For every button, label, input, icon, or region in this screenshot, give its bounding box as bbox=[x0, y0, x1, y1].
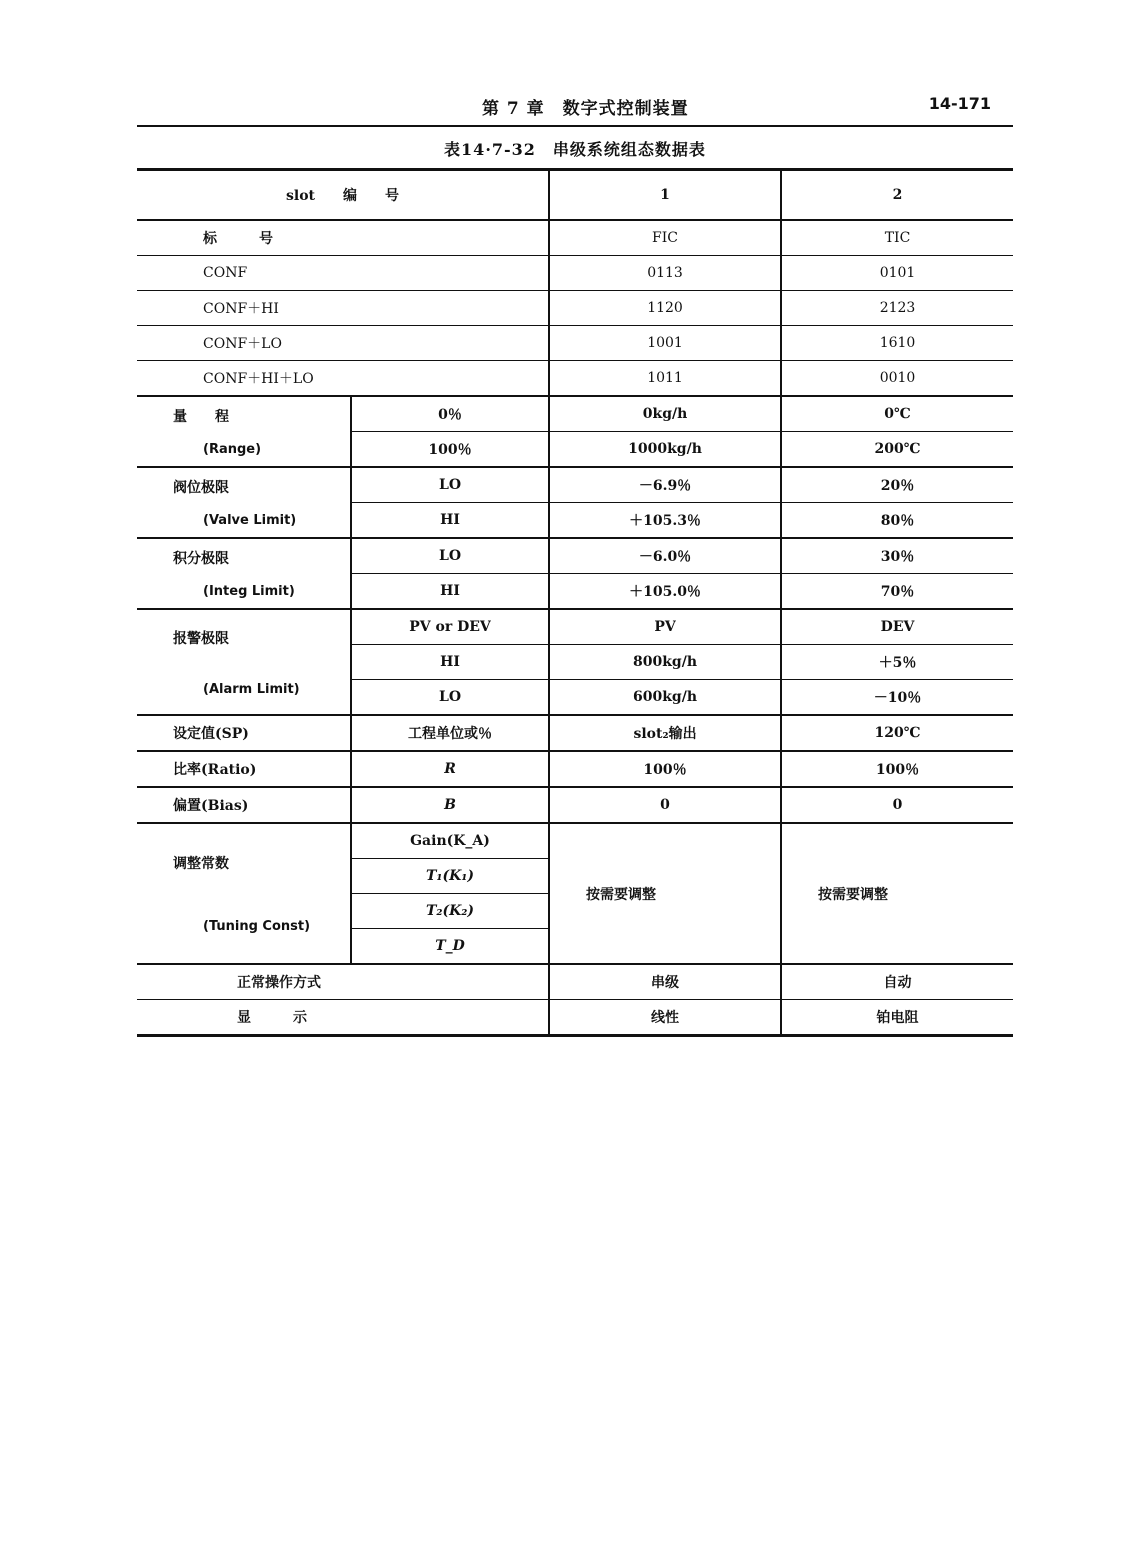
valve-limit-sub: HI bbox=[351, 503, 549, 539]
alarm-limit-1: 800kg/h bbox=[549, 645, 781, 680]
integ-limit-en: (Integ Limit) bbox=[203, 584, 295, 599]
slot-1: 1 bbox=[549, 170, 781, 221]
valve-limit-row bbox=[137, 467, 1013, 503]
range-label bbox=[137, 396, 351, 467]
valve-limit-1: －6.9％ bbox=[549, 467, 781, 503]
ratio-1: 100％ bbox=[549, 751, 781, 787]
setpoint-row bbox=[137, 715, 1013, 751]
integ-limit-row bbox=[137, 538, 1013, 574]
table-title: 表14·7-32 串级系统组态数据表 bbox=[444, 140, 706, 159]
tuning-sub: Gain(K_A) bbox=[351, 823, 549, 859]
range-en: (Range) bbox=[203, 442, 262, 457]
integ-limit-2: 70％ bbox=[781, 574, 1013, 610]
alarm-limit-2: ＋5％ bbox=[781, 645, 1013, 680]
slot-label: slot 编 号 bbox=[137, 170, 549, 221]
range-sub: 100％ bbox=[351, 432, 549, 468]
tuning-label bbox=[137, 823, 351, 964]
tag-1: FIC bbox=[549, 220, 781, 256]
valve-limit-zh: 阀位极限 bbox=[173, 480, 229, 496]
alarm-limit-2: DEV bbox=[781, 609, 1013, 645]
conf-row bbox=[137, 256, 1013, 291]
header-rule bbox=[137, 125, 1013, 127]
conf-2: 0010 bbox=[781, 361, 1013, 397]
integ-limit-sub: HI bbox=[351, 574, 549, 610]
range-2: 0℃ bbox=[781, 396, 1013, 432]
conf-1: 1001 bbox=[549, 326, 781, 361]
slot-row bbox=[137, 170, 1013, 221]
alarm-limit-1: PV bbox=[549, 609, 781, 645]
tag-label: 标 号 bbox=[137, 220, 549, 256]
conf-2: 2123 bbox=[781, 291, 1013, 326]
range-2: 200℃ bbox=[781, 432, 1013, 468]
bias-1: 0 bbox=[549, 787, 781, 823]
integ-limit-label bbox=[137, 538, 351, 609]
integ-limit-zh: 积分极限 bbox=[173, 551, 229, 567]
conf-label: CONF＋HI＋LO bbox=[137, 361, 549, 397]
conf-2: 0101 bbox=[781, 256, 1013, 291]
integ-limit-1: ＋105.0％ bbox=[549, 574, 781, 610]
tag-row bbox=[137, 220, 1013, 256]
page-number: 14-171 bbox=[928, 94, 991, 113]
display-row bbox=[137, 1000, 1013, 1036]
setpoint-sub: 工程单位或％ bbox=[351, 715, 549, 751]
alarm-limit-en: (Alarm Limit) bbox=[203, 681, 300, 697]
integ-limit-1: －6.0％ bbox=[549, 538, 781, 574]
conf-row bbox=[137, 361, 1013, 397]
ratio-label: 比率(Ratio) bbox=[137, 751, 351, 787]
display-label: 显 示 bbox=[137, 1000, 549, 1036]
conf-2: 1610 bbox=[781, 326, 1013, 361]
bias-sub: B bbox=[351, 787, 549, 823]
setpoint-2: 120℃ bbox=[781, 715, 1013, 751]
page-header bbox=[137, 94, 1013, 124]
alarm-limit-2: －10％ bbox=[781, 680, 1013, 716]
tuning-2: 按需要调整 bbox=[781, 823, 1013, 964]
mode-label: 正常操作方式 bbox=[137, 964, 549, 1000]
alarm-limit-zh: 报警极限 bbox=[173, 630, 229, 647]
conf-row bbox=[137, 326, 1013, 361]
tuning-row bbox=[137, 823, 1013, 859]
range-zh: 量 程 bbox=[173, 409, 229, 425]
valve-limit-en: (Valve Limit) bbox=[203, 513, 297, 528]
range-row bbox=[137, 396, 1013, 432]
tuning-1: 按需要调整 bbox=[549, 823, 781, 964]
conf-label: CONF＋HI bbox=[137, 291, 549, 326]
mode-2: 自动 bbox=[781, 964, 1013, 1000]
bias-2: 0 bbox=[781, 787, 1013, 823]
integ-limit-2: 30％ bbox=[781, 538, 1013, 574]
conf-1: 0113 bbox=[549, 256, 781, 291]
configuration-table bbox=[137, 168, 1013, 1037]
display-1: 线性 bbox=[549, 1000, 781, 1036]
mode-row bbox=[137, 964, 1013, 1000]
valve-limit-label bbox=[137, 467, 351, 538]
conf-1: 1120 bbox=[549, 291, 781, 326]
integ-limit-sub: LO bbox=[351, 538, 549, 574]
setpoint-1: slot₂输出 bbox=[549, 715, 781, 751]
display-2: 铂电阻 bbox=[781, 1000, 1013, 1036]
alarm-limit-sub: LO bbox=[351, 680, 549, 716]
ratio-2: 100％ bbox=[781, 751, 1013, 787]
conf-row bbox=[137, 291, 1013, 326]
alarm-limit-row bbox=[137, 609, 1013, 645]
mode-1: 串级 bbox=[549, 964, 781, 1000]
conf-label: CONF＋LO bbox=[137, 326, 549, 361]
tuning-zh: 调整常数 bbox=[173, 856, 229, 872]
valve-limit-sub: LO bbox=[351, 467, 549, 503]
slot-2: 2 bbox=[781, 170, 1013, 221]
range-1: 1000kg/h bbox=[549, 432, 781, 468]
alarm-limit-1: 600kg/h bbox=[549, 680, 781, 716]
bias-label: 偏置(Bias) bbox=[137, 787, 351, 823]
ratio-sub: R bbox=[351, 751, 549, 787]
alarm-limit-label bbox=[137, 609, 351, 715]
valve-limit-1: ＋105.3％ bbox=[549, 503, 781, 539]
tag-2: TIC bbox=[781, 220, 1013, 256]
valve-limit-2: 20％ bbox=[781, 467, 1013, 503]
alarm-limit-sub: HI bbox=[351, 645, 549, 680]
chapter-title: 第 7 章 数字式控制装置 bbox=[482, 99, 689, 119]
tuning-sub: T_D bbox=[351, 929, 549, 965]
range-1: 0kg/h bbox=[549, 396, 781, 432]
valve-limit-2: 80％ bbox=[781, 503, 1013, 539]
tuning-sub: T₂(K₂) bbox=[351, 894, 549, 929]
conf-label: CONF bbox=[137, 256, 549, 291]
alarm-limit-sub: PV or DEV bbox=[351, 609, 549, 645]
bias-row bbox=[137, 787, 1013, 823]
range-sub: 0％ bbox=[351, 396, 549, 432]
tuning-sub: T₁(K₁) bbox=[351, 859, 549, 894]
tuning-en: (Tuning Const) bbox=[203, 919, 311, 934]
conf-1: 1011 bbox=[549, 361, 781, 397]
setpoint-label: 设定值(SP) bbox=[137, 715, 351, 751]
ratio-row bbox=[137, 751, 1013, 787]
